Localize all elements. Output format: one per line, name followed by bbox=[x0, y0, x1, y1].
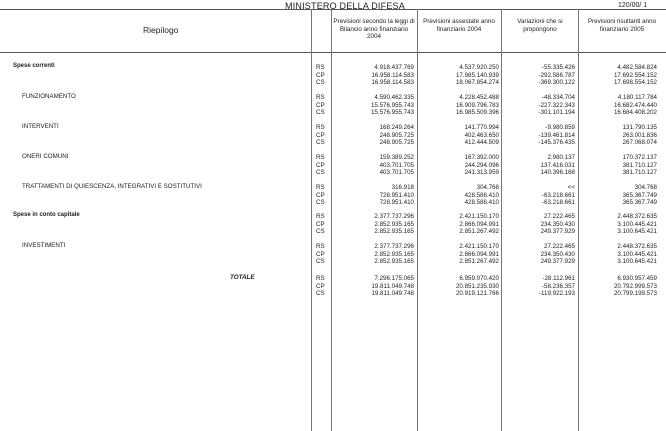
table-cell: -9.980.859 bbox=[545, 124, 575, 131]
table-cell: 16.682.474.440 bbox=[613, 101, 657, 109]
row-code: RS bbox=[316, 154, 325, 161]
section-label: INVESTIMENTI bbox=[22, 242, 66, 249]
row-code: CS bbox=[316, 109, 325, 117]
table-cell: 16.684.408.202 bbox=[613, 109, 657, 117]
table-cell: 3.100.445.421 bbox=[617, 250, 657, 258]
table-cell: 2.980.137 bbox=[547, 154, 575, 161]
table-cell: 18.067.854.274 bbox=[455, 79, 499, 87]
table-cell: 304.768 bbox=[476, 184, 499, 191]
table-cell: 27.222.465 bbox=[544, 213, 575, 220]
row-code: RS bbox=[316, 243, 325, 250]
row-code: CP bbox=[316, 101, 325, 109]
top-rule bbox=[0, 9, 666, 10]
table-cell: -227.322.343 bbox=[538, 101, 575, 109]
table-cell: -63.218.661 bbox=[541, 199, 575, 207]
table-cell: << bbox=[567, 184, 575, 191]
table-cell: 2.852.935.165 bbox=[374, 258, 414, 266]
table-cell: -63.218.661 bbox=[541, 191, 575, 199]
table-cell: 728.951.410 bbox=[379, 191, 414, 199]
row-code: CP bbox=[316, 161, 325, 169]
row-code: CS bbox=[316, 79, 325, 87]
column-divider bbox=[311, 9, 312, 431]
table-cell: 403.701.705 bbox=[379, 161, 414, 169]
table-cell: 304.768 bbox=[634, 184, 657, 191]
header-bottom-rule bbox=[0, 52, 666, 53]
table-cell: -55.335.426 bbox=[541, 64, 575, 71]
table-cell: 2.421.150.170 bbox=[459, 213, 499, 220]
table-cell: 17.698.554.152 bbox=[613, 79, 657, 87]
table-cell: 15.576.955.743 bbox=[370, 109, 414, 117]
table-cell: 170.372.137 bbox=[622, 154, 657, 161]
table-cell: 263.001.836 bbox=[622, 131, 657, 139]
row-code: CP bbox=[316, 191, 325, 199]
table-cell: 2.851.267.492 bbox=[459, 228, 499, 236]
table-cell: 2.852.935.165 bbox=[374, 228, 414, 236]
table-cell: 4.180.117.784 bbox=[617, 94, 657, 101]
column-header-variazioni: Variazioni che si propongono bbox=[517, 18, 563, 33]
table-cell: -139.461.814 bbox=[538, 131, 575, 139]
page-reference: 120/00/ 1 bbox=[618, 2, 648, 9]
table-cell: -58.236.357 bbox=[541, 282, 575, 290]
table-cell: 4.918.437.769 bbox=[374, 64, 414, 71]
table-cell: 2.852.935.165 bbox=[374, 250, 414, 258]
table-cell: 16.909.796.783 bbox=[455, 101, 499, 109]
table-cell: 4.590.462.335 bbox=[374, 94, 414, 101]
row-code: RS bbox=[316, 94, 325, 101]
table-cell: 428.586.410 bbox=[464, 191, 499, 199]
table-cell: 3.100.645.421 bbox=[617, 258, 657, 266]
table-cell: 27.222.465 bbox=[544, 243, 575, 250]
row-code: RS bbox=[316, 275, 325, 282]
row-code: CP bbox=[316, 220, 325, 228]
table-cell: -145.376.435 bbox=[538, 139, 575, 147]
table-cell: 365.367.749 bbox=[622, 191, 657, 199]
table-cell: 140.396.168 bbox=[540, 169, 575, 177]
row-code: CS bbox=[316, 139, 325, 147]
column-header-previsioni-2005: Previsioni risultanti anno finanziario 2005 bbox=[587, 18, 657, 33]
column-divider bbox=[417, 9, 418, 431]
table-cell: 131.790.135 bbox=[622, 124, 657, 131]
section-label: FUNZIONAMENTO bbox=[22, 93, 76, 100]
row-code: CS bbox=[316, 169, 325, 177]
table-cell: -292.586.787 bbox=[538, 71, 575, 79]
table-cell: -369.300.122 bbox=[538, 79, 575, 87]
table-title: Riepilogo bbox=[143, 25, 179, 35]
table-cell: 4.537.920.250 bbox=[459, 64, 499, 71]
row-code: CS bbox=[316, 199, 325, 207]
table-cell: 381.710.127 bbox=[622, 169, 657, 177]
column-divider bbox=[331, 9, 332, 431]
table-cell: 381.710.127 bbox=[622, 161, 657, 169]
table-cell: 248.905.725 bbox=[379, 131, 414, 139]
section-label: ONERI COMUNI bbox=[22, 153, 69, 160]
table-cell: 2.866.094.991 bbox=[459, 220, 499, 228]
table-cell: 17.692.554.152 bbox=[613, 71, 657, 79]
table-cell: 17.985.140.939 bbox=[455, 71, 499, 79]
table-cell: 20.919.121.766 bbox=[455, 290, 499, 298]
table-cell: 3.100.645.421 bbox=[617, 228, 657, 236]
table-cell: -301.101.194 bbox=[538, 109, 575, 117]
row-code: RS bbox=[316, 124, 325, 131]
row-code: CS bbox=[316, 258, 325, 266]
table-cell: -28.112.961 bbox=[542, 275, 575, 282]
table-cell: 16.958.114.583 bbox=[371, 71, 414, 79]
column-header-assestate-2004: Previsioni assestate anno finanziario 2004 bbox=[423, 18, 495, 33]
section-label: Spese in conto capitale bbox=[13, 212, 80, 218]
table-cell: 2.377.737.296 bbox=[374, 243, 414, 250]
table-cell: 20.792.999.573 bbox=[613, 282, 657, 290]
row-code: RS bbox=[316, 184, 325, 191]
row-code: CP bbox=[316, 71, 325, 79]
table-cell: 16.958.114.583 bbox=[371, 79, 414, 87]
table-cell: 365.367.749 bbox=[622, 199, 657, 207]
table-cell: 241.313.959 bbox=[464, 169, 499, 177]
row-code: RS bbox=[316, 213, 325, 220]
table-cell: 6.930.957.459 bbox=[617, 275, 657, 282]
row-code: CP bbox=[316, 250, 325, 258]
column-divider bbox=[578, 9, 579, 431]
section-label: TRATTAMENTI DI QUIESCENZA, INTEGRATIVI E SOSTITUTIVI bbox=[22, 183, 202, 190]
table-cell: 2.866.094.991 bbox=[459, 250, 499, 258]
table-cell: 2.448.372.635 bbox=[617, 243, 657, 250]
table-cell: 3.100.445.421 bbox=[617, 220, 657, 228]
column-divider bbox=[501, 9, 502, 431]
row-code: CS bbox=[316, 290, 325, 298]
table-cell: 168.249.264 bbox=[379, 124, 414, 131]
column-header-previsioni-2004: Previsioni secondo la leggi di Bilancio anno finanziario 2004 bbox=[333, 18, 415, 40]
row-code: CP bbox=[316, 131, 325, 139]
table-cell: 159.389.252 bbox=[379, 154, 414, 161]
section-label: Spese correnti bbox=[13, 63, 55, 69]
section-label: INTERVENTI bbox=[22, 123, 59, 130]
table-cell: 19.811.049.748 bbox=[371, 282, 414, 290]
row-code: CP bbox=[316, 282, 325, 290]
row-code: CS bbox=[316, 228, 325, 236]
table-cell: 2.851.267.492 bbox=[459, 258, 499, 266]
table-cell: 234.350.430 bbox=[540, 220, 575, 228]
table-cell: 412.444.509 bbox=[464, 139, 499, 147]
table-cell: 249.377.929 bbox=[540, 228, 575, 236]
table-cell: 137.416.031 bbox=[540, 161, 575, 169]
table-cell: 20.799.199.573 bbox=[613, 290, 657, 298]
table-cell: 2.377.737.296 bbox=[374, 213, 414, 220]
table-cell: 728.951.410 bbox=[379, 199, 414, 207]
section-label: TOTALE bbox=[230, 274, 255, 281]
table-cell: 2.421.150.170 bbox=[459, 243, 499, 250]
table-cell: 4.482.584.824 bbox=[617, 64, 657, 71]
table-cell: 267.068.074 bbox=[622, 139, 657, 147]
table-cell: -48.334.704 bbox=[541, 94, 575, 101]
table-cell: 16.985.509.396 bbox=[455, 109, 499, 117]
table-cell: -119.922.193 bbox=[538, 290, 575, 298]
table-cell: 20.851.235.930 bbox=[455, 282, 499, 290]
ministry-title: MINISTERO DELLA DIFESA bbox=[285, 1, 405, 11]
table-cell: 6.959.070.420 bbox=[459, 275, 499, 282]
table-cell: 249.377.929 bbox=[540, 258, 575, 266]
table-cell: 4.228.452.488 bbox=[459, 94, 499, 101]
table-cell: 234.350.430 bbox=[540, 250, 575, 258]
table-cell: 2.448.372.635 bbox=[617, 213, 657, 220]
table-cell: 428.586.410 bbox=[464, 199, 499, 207]
table-cell: 7.296.175.065 bbox=[374, 275, 414, 282]
table-cell: 316.918 bbox=[391, 184, 414, 191]
table-cell: 403.701.705 bbox=[379, 169, 414, 177]
table-cell: 248.905.725 bbox=[379, 139, 414, 147]
table-cell: 167.392.000 bbox=[464, 154, 499, 161]
table-cell: 2.852.935.165 bbox=[374, 220, 414, 228]
table-cell: 141.770.994 bbox=[464, 124, 499, 131]
table-cell: 19.811.049.748 bbox=[371, 290, 414, 298]
table-cell: 15.576.955.743 bbox=[370, 101, 414, 109]
table-cell: 244.294.096 bbox=[464, 161, 499, 169]
row-code: RS bbox=[316, 64, 325, 71]
table-cell: 402.463.650 bbox=[464, 131, 499, 139]
